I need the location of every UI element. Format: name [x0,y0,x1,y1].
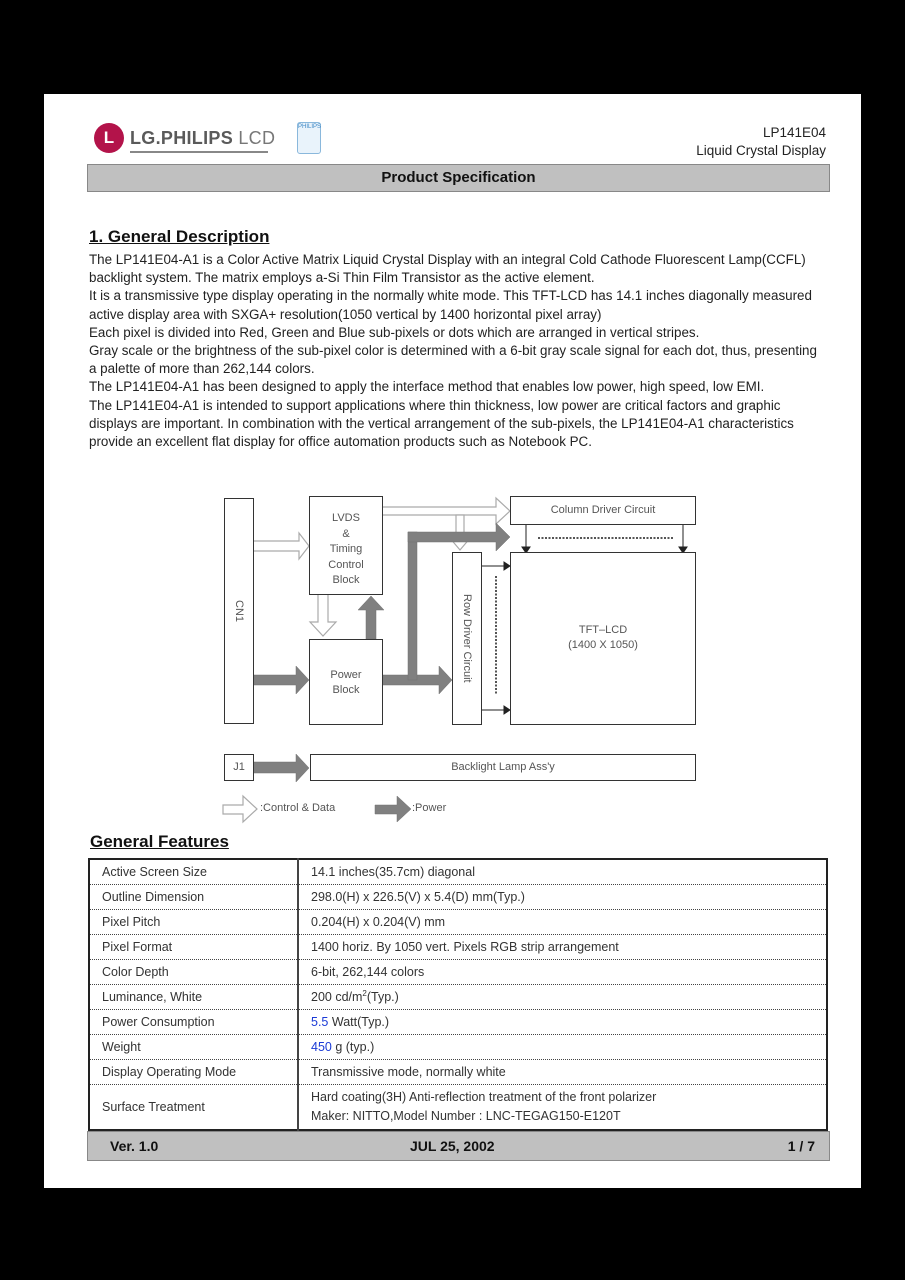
version: Ver. 1.0 [110,1138,159,1154]
lvds-label-line: Timing [329,543,363,555]
table-row [89,1060,827,1085]
legend-power-arrow [375,796,411,822]
lvds-label-line: LVDS [332,512,360,524]
power-arrow-power-lvds [358,596,384,639]
footer-bar [87,1131,830,1161]
paragraph: The LP141E04-A1 has been designed to apply the interface method that enables low power, high speed, low EMI. [89,379,765,395]
power-label-line: Block [332,684,360,696]
power-arrow-riser-column [408,523,510,551]
logo-suffix: LCD [238,128,276,148]
cn1-connector [224,498,254,724]
lg-circle-icon: L [94,123,124,153]
tft-label: TFT–LCD [578,624,628,636]
features-heading: General Features [90,832,229,851]
feature-label: Color Depth [89,960,298,985]
date: JUL 25, 2002 [410,1138,495,1154]
logo-wordmark [130,128,275,149]
feature-label: Luminance, White [89,985,298,1010]
lvds-label-line: Control [328,558,364,571]
feature-label: Weight [89,1035,298,1060]
surface-treatment-line: Hard coating(3H) Anti-reflection treatment of the front polarizer [311,1090,657,1104]
feature-value [298,1085,827,1131]
j1-label: J1 [233,761,245,773]
section-heading: 1. General Description [89,227,270,246]
backlight-lamp-assy [310,754,696,781]
legend-control-arrow [223,796,257,822]
feature-value [298,985,827,1010]
logo-brand: LG.PHILIPS [130,128,234,148]
power-arrow-cn1-power [253,666,309,694]
table-row [89,910,827,935]
table-row [89,1085,827,1131]
cn1-label: CN1 [233,599,245,622]
control-arrow-lvds-column [382,498,510,524]
power-arrow-j1-backlight [253,754,309,782]
philips-badge-text: PHILIPS [298,124,322,130]
table-row [89,1010,827,1035]
column-driver-label: Column Driver Circuit [550,504,656,516]
paragraph: Gray scale or the brightness of the sub-pixel color is determined with a 6-bit gray scale signal for each dot, thus, presenting a palette of more than 262,144 colors. [89,343,817,377]
feature-value: 1400 horiz. By 1050 vert. Pixels RGB strip arrangement [298,935,827,960]
document-page [44,94,861,1188]
logo-underline [130,151,268,153]
feature-value: 0.204(H) x 0.204(V) mm [298,910,827,935]
power-unit: Watt(Typ.) [328,1015,390,1029]
paragraph: The LP141E04-A1 is intended to support applications where thin thickness, low power are critical factors and graphic displays are important. In combination with the vertical arrangement of the sub-pixels, the LP141E04-A1 characteristics provide an excellent flat display for office automation products such as Notebook PC. [89,397,794,450]
table-row [89,960,827,985]
table-row [89,885,827,910]
weight-value: 450 [311,1040,332,1054]
tft-resolution-label: (1400 X 1050) [568,639,638,651]
control-arrow-cn1-lvds [253,533,309,559]
lvds-label-line: & [342,527,350,540]
feature-label: Surface Treatment [89,1085,298,1131]
table-row [89,935,827,960]
power-block [309,639,383,725]
feature-label: Active Screen Size [89,859,298,885]
feature-label: Display Operating Mode [89,1060,298,1085]
feature-label: Pixel Pitch [89,910,298,935]
power-value: 5.5 [311,1015,329,1029]
power-arrow-power-row [382,666,452,694]
table-row [89,1035,827,1060]
lg-philips-logo [94,122,324,156]
feature-label: Pixel Format [89,935,298,960]
superscript: 2 [362,989,367,999]
control-arrow-row-driver [449,515,471,550]
backlight-label: Backlight Lamp Ass'y [451,761,555,773]
philips-shield-icon [297,122,321,154]
luminance-value: 200 cd/m [311,990,363,1005]
features-table [88,858,828,1131]
row-driver-circuit [452,552,482,725]
surface-treatment-maker: Maker: NITTO,Model Number : LNC-TEGAG150-E120T [311,1109,621,1123]
feature-value: 14.1 inches(35.7cm) diagonal [298,859,827,885]
feature-value [298,1010,827,1035]
feature-value: 6-bit, 262,144 colors [298,960,827,985]
model-number: LP141E04 [762,125,826,140]
tft-lcd-panel [510,552,696,725]
paragraph: The LP141E04-A1 is a Color Active Matrix Liquid Crystal Display with an integral Cold Cathode Fluorescent Lamp(CCFL) backlight system. The matrix employs a-Si Thin Film Transistor as the active element. [89,252,806,286]
legend-power-label: :Power [412,802,447,814]
j1-connector [224,754,254,781]
power-label-line: Power [330,669,362,681]
table-row [89,985,827,1010]
product-type: Liquid Crystal Display [696,143,826,158]
header-model-info [696,124,826,160]
luminance-unit: (Typ.) [366,990,399,1005]
lvds-timing-control-block [309,496,383,595]
feature-value [298,1035,827,1060]
column-driver-circuit [510,496,696,525]
feature-label: Power Consumption [89,1010,298,1035]
row-driver-label: Row Driver Circuit [461,594,473,683]
paragraph: It is a transmissive type display operating in the normally white mode. This TFT-LCD has 14.1 inches diagonally measured active display area with SXGA+ resolution(1050 vertical by 1400 horizontal pixel array) [89,288,812,322]
paragraph: Each pixel is divided into Red, Green and Blue sub-pixels or dots which are arranged in vertical stripes. [89,324,700,340]
table-row [89,859,827,885]
feature-value: Transmissive mode, normally white [298,1060,827,1085]
weight-unit: g (typ.) [331,1040,375,1054]
feature-label: Outline Dimension [89,885,298,910]
description-text [89,251,824,451]
feature-value: 298.0(H) x 226.5(V) x 5.4(D) mm(Typ.) [298,885,827,910]
lvds-label-line: Block [332,574,360,586]
legend-control-label: :Control & Data [260,802,336,814]
page-number: 1 / 7 [787,1138,815,1154]
control-arrow-lvds-power [310,594,336,636]
power-riser [408,532,417,680]
title-bar: Product Specification [87,164,830,192]
